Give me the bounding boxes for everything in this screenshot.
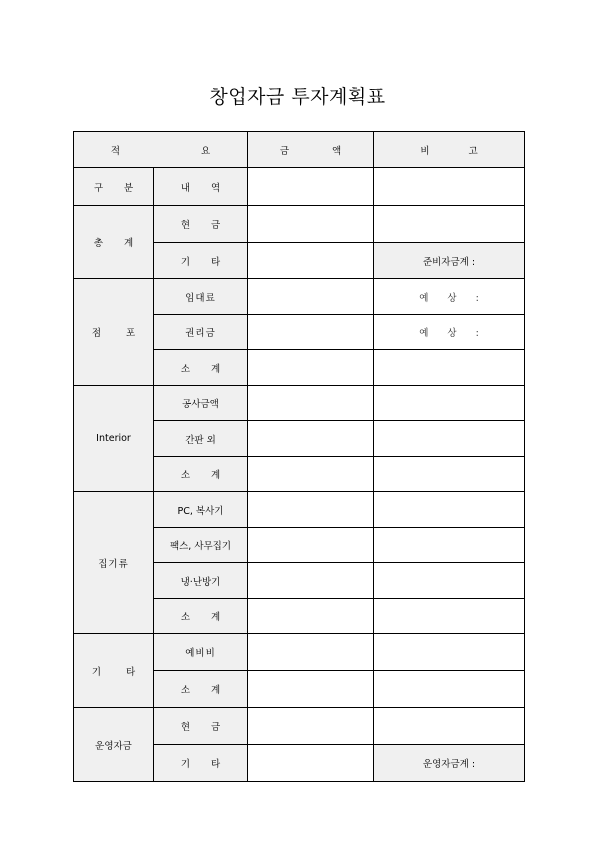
header-amount: 금 액 <box>248 132 374 168</box>
item-fax-office: 팩스, 사무집기 <box>154 528 248 563</box>
group-equipment: 집기류 <box>74 492 154 634</box>
amount-cell[interactable] <box>248 634 374 671</box>
amount-cell[interactable] <box>248 279 374 315</box>
note-prepared-fund-total: 준비자금계 : <box>374 243 525 279</box>
header-summary: 적 요 <box>74 132 248 168</box>
note-operating-fund-total: 운영자금계 : <box>374 745 525 782</box>
amount-cell[interactable] <box>248 457 374 492</box>
amount-cell[interactable] <box>248 745 374 782</box>
item-operating-other: 기 타 <box>154 745 248 782</box>
amount-cell[interactable] <box>248 528 374 563</box>
item-total-cash: 현 금 <box>154 206 248 243</box>
note-cell[interactable] <box>374 708 525 745</box>
item-rent: 임대료 <box>154 279 248 315</box>
item-operating-cash: 현 금 <box>154 708 248 745</box>
category-label: 구 분 <box>74 168 154 206</box>
amount-cell[interactable] <box>248 243 374 279</box>
item-air-conditioning: 냉·난방기 <box>154 563 248 599</box>
item-other-subtotal: 소 계 <box>154 671 248 708</box>
document-title: 창업자금 투자계획표 <box>209 86 386 108</box>
note-estimate: 예 상 : <box>374 315 525 350</box>
note-cell[interactable] <box>374 599 525 634</box>
note-cell[interactable] <box>374 563 525 599</box>
item-equipment-subtotal: 소 계 <box>154 599 248 634</box>
table-row <box>74 492 525 528</box>
note-cell[interactable] <box>374 528 525 563</box>
note-cell[interactable] <box>374 492 525 528</box>
investment-plan-table <box>73 131 525 782</box>
amount-cell[interactable] <box>248 421 374 457</box>
group-total: 총 계 <box>74 206 154 279</box>
item-signboard: 간판 외 <box>154 421 248 457</box>
item-premium: 권리금 <box>154 315 248 350</box>
item-construction-cost: 공사금액 <box>154 386 248 421</box>
item-pc-copier: PC, 복사기 <box>154 492 248 528</box>
table-row <box>74 386 525 421</box>
amount-cell[interactable] <box>248 563 374 599</box>
table-row <box>74 279 525 315</box>
note-cell[interactable] <box>374 457 525 492</box>
table-header-row <box>74 132 525 168</box>
note-cell[interactable] <box>374 168 525 206</box>
item-interior-subtotal: 소 계 <box>154 457 248 492</box>
table-row <box>74 634 525 671</box>
item-store-subtotal: 소 계 <box>154 350 248 386</box>
amount-cell[interactable] <box>248 386 374 421</box>
table-row <box>74 206 525 243</box>
header-note: 비 고 <box>374 132 525 168</box>
item-total-other: 기 타 <box>154 243 248 279</box>
item-reserve: 예비비 <box>154 634 248 671</box>
note-cell[interactable] <box>374 206 525 243</box>
note-cell[interactable] <box>374 671 525 708</box>
category-header-row <box>74 168 525 206</box>
item-label: 내 역 <box>154 168 248 206</box>
amount-cell[interactable] <box>248 168 374 206</box>
table-row <box>74 708 525 745</box>
group-interior: Interior <box>74 386 154 492</box>
note-cell[interactable] <box>374 350 525 386</box>
amount-cell[interactable] <box>248 206 374 243</box>
note-estimate: 예 상 : <box>374 279 525 315</box>
amount-cell[interactable] <box>248 708 374 745</box>
group-store: 점 포 <box>74 279 154 386</box>
amount-cell[interactable] <box>248 315 374 350</box>
group-other: 기 타 <box>74 634 154 708</box>
amount-cell[interactable] <box>248 599 374 634</box>
group-operating: 운영자금 <box>74 708 154 782</box>
note-cell[interactable] <box>374 386 525 421</box>
amount-cell[interactable] <box>248 350 374 386</box>
amount-cell[interactable] <box>248 492 374 528</box>
amount-cell[interactable] <box>248 671 374 708</box>
note-cell[interactable] <box>374 421 525 457</box>
note-cell[interactable] <box>374 634 525 671</box>
